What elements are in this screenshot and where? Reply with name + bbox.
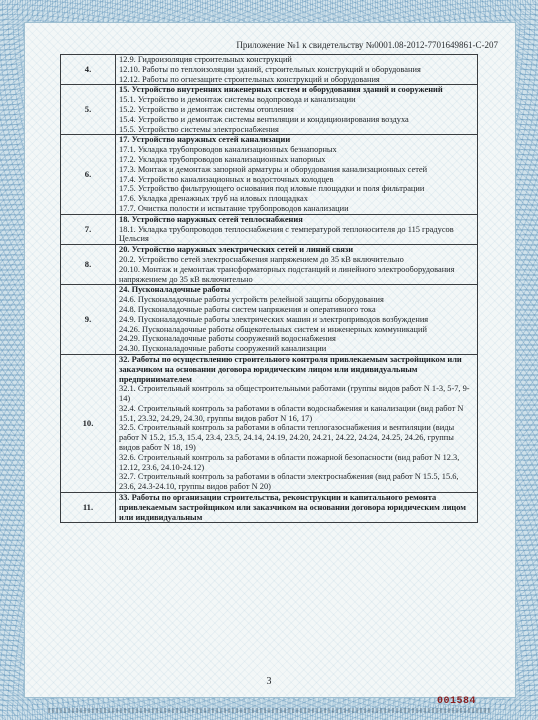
row-number: 10. [61,354,116,492]
work-group-heading: 18. Устройство наружных сетей теплоснабжения [119,214,303,224]
row-content [116,214,478,244]
serial-number: 001584 [436,696,476,707]
work-item: 24.8. Пусконаладочные работы систем напряжения и оперативного тока [119,304,376,314]
work-item: 17.6. Укладка дренажных труб на иловых площадках [119,194,308,204]
row-number: 8. [61,245,116,285]
work-item: 20.10. Монтаж и демонтаж трансформаторных подстанций и линейного электрооборудования напряжением до 35 кВ включительно [119,264,455,284]
work-group-heading: 33. Работы по организации строительства, реконструкции и капитального ремонта привлекаемым застройщиком или заказчиком на основании договора юридическим лицом или индивидуальным [119,493,466,522]
work-item: 32.7. Строительный контроль за работами в области электроснабжения (вид работ N 15.5, 15.6, 23.6, 24.3-24.10, группы видов работ N 20) [119,472,459,492]
work-item: 17.3. Монтаж и демонтаж запорной арматуры и оборудования канализационных сетей [119,164,428,174]
work-item: 17.2. Укладка трубопроводов канализационных напорных [119,154,326,164]
row-number: 5. [61,85,116,135]
table-row [61,245,478,285]
row-content [116,135,478,214]
work-item: 12.9. Гидроизоляция строительных конструкций [119,55,292,64]
work-item: 12.12. Работы по огнезащите строительных конструкций и оборудования [119,74,380,84]
work-item: 15.1. Устройство и демонтаж системы водопровода и канализации [119,95,356,105]
table-row [61,55,478,85]
work-item: 17.7. Очистка полости и испытание трубопроводов канализации [119,203,349,213]
work-item: 17.5. Устройство фильтрующего основания под иловые площадки и поля фильтрации [119,184,425,194]
row-number: 7. [61,214,116,244]
row-number: 6. [61,135,116,214]
work-item: 24.30. Пусконаладочные работы сооружений канализации [119,344,327,354]
table-row [61,354,478,492]
table-row [61,493,478,523]
work-group-heading: 24. Пусконаладочные работы [119,285,231,295]
table-row [61,285,478,355]
work-item: 15.5. Устройство системы электроснабжения [119,124,279,134]
work-group-heading: 17. Устройство наружных сетей канализации [119,135,291,145]
works-table [60,54,478,523]
row-content [116,55,478,85]
work-item: 15.2. Устройство и демонтаж системы отопления [119,104,294,114]
work-item: 32.5. Строительный контроль за работами в области теплогазоснабжения и вентиляции (виды работ N 15.2, 15.3, 15.4, 23.4, 23.5, 24.14, 24.19, 24.20, 24.21, 24.22, 24.24, 24.25, 24.26, группы видов работ N 18, 19) [119,423,455,453]
row-content [116,285,478,355]
table-row [61,85,478,135]
page-number: 3 [266,676,272,687]
work-item: 24.6. Пусконаладочные работы устройств релейной защиты оборудования [119,295,384,305]
row-content [116,245,478,285]
work-item: 24.29. Пусконаладочные работы сооружений водоснабжения [119,334,336,344]
work-item: 18.1. Укладка трубопроводов теплоснабжения с температурой теплоносителя до 115 градусов Цельсия [119,224,454,244]
work-item: 32.1. Строительный контроль за общестроительными работами (группы видов работ N 1-3, 5-7, 9-14) [119,384,470,404]
row-number: 4. [61,55,116,85]
work-item: 24.9. Пусконаладочные работы электрических машин и электроприводов возбуждения [119,314,429,324]
work-item: 12.10. Работы по теплоизоляции зданий, строительных конструкций и оборудования [119,64,421,74]
work-item: 24.26. Пусконаладочные работы общекотельных систем и инженерных коммуникаций [119,324,427,334]
work-item: 15.4. Устройство и демонтаж системы вентиляции и кондиционирования воздуха [119,114,409,124]
row-content [116,85,478,135]
footer-microtext [48,708,490,713]
work-group-heading: 15. Устройство внутренних инженерных систем и оборудования зданий и сооружений [119,85,443,95]
work-item: 32.6. Строительный контроль за работами в области пожарной безопасности (вид работ N 12.3, 12.12, 23.6, 24.10-24.12) [119,452,460,472]
table-row [61,214,478,244]
appendix-header: Приложение №1 к свидетельству №0001.08-2012-7701649861-С-207 [236,40,498,50]
work-group-heading: 20. Устройство наружных электрических сетей и линий связи [119,245,354,255]
work-item: 17.1. Укладка трубопроводов канализационных безнапорных [119,145,337,155]
row-number: 11. [61,493,116,523]
work-item: 17.4. Устройство канализационных и водосточных колодцев [119,174,334,184]
work-item: 32.4. Строительный контроль за работами в области водоснабжения и канализации (вид работ N 15.1, 23.32, 24.29, 24.30, группы видов работ N 16, 17) [119,403,464,423]
work-group-heading: 32. Работы по осуществлению строительного контроля привлекаемым застройщиком или заказчиком на основании договора юридическим лицом или индивидуальным предпринимателем [119,354,462,384]
row-number: 9. [61,285,116,355]
works-table-body [61,55,478,523]
row-content [116,493,478,523]
table-row [61,135,478,214]
row-content [116,354,478,492]
work-item: 20.2. Устройство сетей электроснабжения напряжением до 35 кВ включительно [119,254,404,264]
